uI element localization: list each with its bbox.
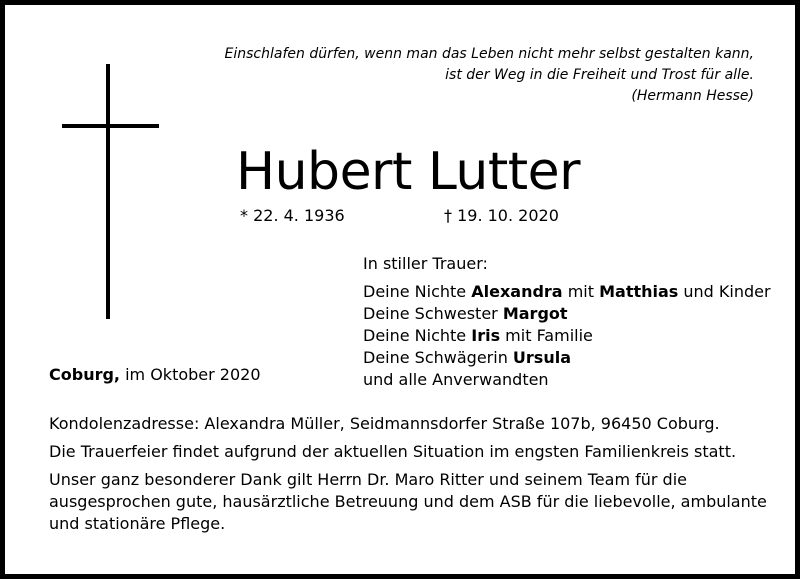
- place-date: im Oktober 2020: [120, 365, 261, 384]
- cross-vertical-bar: [106, 64, 110, 319]
- birth-date: * 22. 4. 1936: [240, 206, 345, 225]
- mourner-name: Matthias: [599, 282, 679, 301]
- place-and-date: [49, 364, 261, 386]
- mourners-intro: In stiller Trauer:: [363, 254, 488, 273]
- mourner-text: und Kinder: [678, 282, 771, 301]
- mourner-text: Deine Schwägerin: [363, 348, 513, 367]
- deceased-name: Hubert Lutter: [236, 142, 581, 202]
- mourner-name: Ursula: [512, 348, 571, 367]
- mourner-text: Deine Nichte: [363, 282, 472, 301]
- mourner-line-4: [363, 347, 771, 369]
- mourner-line-1: [363, 281, 771, 303]
- epigraph-quote: [194, 44, 754, 107]
- cross-horizontal-bar: [62, 124, 159, 128]
- condolence-address: Kondolenzadresse: Alexandra Müller, Seidmannsdorfer Straße 107b, 96450 Coburg.: [49, 414, 720, 433]
- mourner-text: Deine Schwester: [363, 304, 503, 323]
- mourner-line-2: [363, 303, 771, 325]
- ceremony-note: Die Trauerfeier findet aufgrund der aktuellen Situation im engsten Familienkreis statt.: [49, 442, 737, 461]
- mourner-name: Margot: [502, 304, 568, 323]
- mourner-name: Alexandra: [471, 282, 563, 301]
- mourners-list: [363, 253, 771, 391]
- mourner-line-5: und alle Anverwandten: [363, 370, 549, 389]
- thanks-note: Unser ganz besonderer Dank gilt Herrn Dr. Maro Ritter und seinem Team für die ausgesprochen gute, hausärztliche Betreuung und dem ASB für die liebevolle, ambulante und stationäre Pflege.: [49, 470, 767, 533]
- mourner-text: Deine Nichte: [363, 326, 472, 345]
- mourner-line-3: [363, 325, 771, 347]
- quote-line-2: ist der Weg in die Freiheit und Trost für alle.: [445, 67, 754, 83]
- notice-footer: [49, 413, 769, 541]
- mourner-text: mit: [562, 282, 600, 301]
- death-date: † 19. 10. 2020: [444, 206, 559, 225]
- quote-line-1: Einschlafen dürfen, wenn man das Leben nicht mehr selbst gestalten kann,: [224, 46, 754, 62]
- place-city: Coburg,: [49, 365, 120, 384]
- quote-author: (Hermann Hesse): [631, 88, 754, 104]
- mourner-text: mit Familie: [500, 326, 593, 345]
- mourner-name: Iris: [471, 326, 501, 345]
